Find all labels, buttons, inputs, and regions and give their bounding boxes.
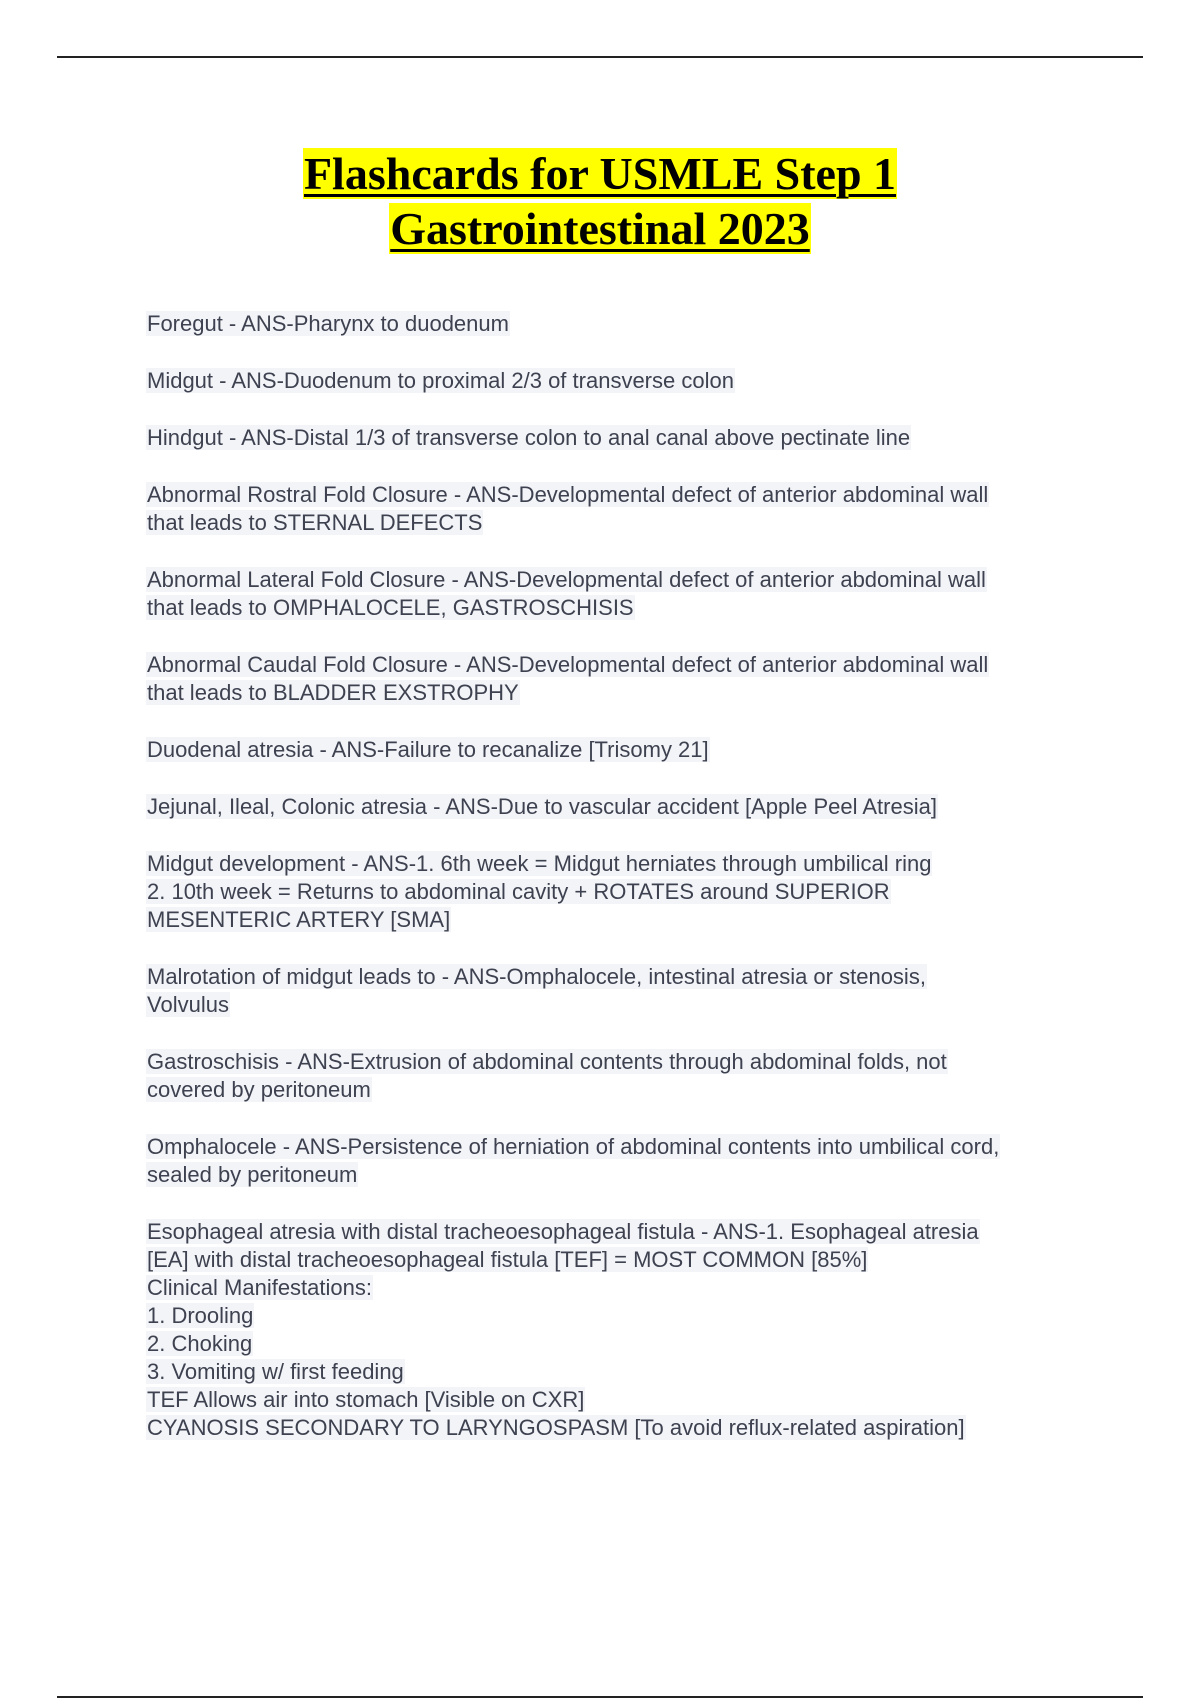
flashcard-entry (146, 424, 1086, 452)
bottom-rule (57, 1696, 1143, 1698)
title-line-1: Flashcards for USMLE Step 1 (303, 148, 897, 199)
flashcard-line: 1. Drooling (147, 1303, 254, 1328)
flashcard-line: sealed by peritoneum (147, 1162, 358, 1187)
flashcard-line: TEF Allows air into stomach [Visible on CXR] (147, 1387, 585, 1412)
title-line-2: Gastrointestinal 2023 (390, 203, 810, 254)
flashcard-line: [EA] with distal tracheoesophageal fistula [TEF] = MOST COMMON [85%] (147, 1247, 868, 1272)
flashcard-line: 2. 10th week = Returns to abdominal cavity + ROTATES around SUPERIOR (147, 879, 890, 904)
flashcard-line: Jejunal, Ileal, Colonic atresia - ANS-Due to vascular accident [Apple Peel Atresia] (147, 794, 937, 819)
flashcard-line: covered by peritoneum (147, 1077, 371, 1102)
flashcard-line: that leads to OMPHALOCELE, GASTROSCHISIS (147, 595, 634, 620)
flashcard-entry (146, 793, 1086, 821)
flashcard-entry (146, 310, 1086, 338)
flashcard-line: 3. Vomiting w/ first feeding (147, 1359, 404, 1384)
flashcard-line: Gastroschisis - ANS-Extrusion of abdominal contents through abdominal folds, not (147, 1049, 947, 1074)
flashcard-line: Hindgut - ANS-Distal 1/3 of transverse colon to anal canal above pectinate line (147, 425, 911, 450)
flashcard-entry (146, 850, 1086, 934)
flashcard-line: Midgut - ANS-Duodenum to proximal 2/3 of transverse colon (147, 368, 734, 393)
flashcard-entry (146, 963, 1086, 1019)
flashcard-line: Abnormal Caudal Fold Closure - ANS-Developmental defect of anterior abdominal wall (147, 652, 989, 677)
flashcard-line: Duodenal atresia - ANS-Failure to recanalize [Trisomy 21] (147, 737, 709, 762)
flashcard-line: Volvulus (147, 992, 229, 1017)
flashcard-line: Abnormal Rostral Fold Closure - ANS-Developmental defect of anterior abdominal wall (147, 482, 989, 507)
flashcard-line: CYANOSIS SECONDARY TO LARYNGOSPASM [To avoid reflux-related aspiration] (147, 1415, 965, 1440)
flashcard-line: Malrotation of midgut leads to - ANS-Omphalocele, intestinal atresia or stenosis, (147, 964, 926, 989)
flashcard-entry (146, 1133, 1086, 1189)
flashcard-list (146, 310, 1086, 1471)
flashcard-entry (146, 367, 1086, 395)
flashcard-line: Esophageal atresia with distal tracheoesophageal fistula - ANS-1. Esophageal atresia (147, 1219, 979, 1244)
flashcard-entry (146, 736, 1086, 764)
top-rule (57, 56, 1143, 58)
flashcard-entry (146, 566, 1086, 622)
flashcard-entry (146, 481, 1086, 537)
flashcard-line: Omphalocele - ANS-Persistence of herniation of abdominal contents into umbilical cord, (147, 1134, 1000, 1159)
flashcard-entry (146, 651, 1086, 707)
flashcard-line: Clinical Manifestations: (147, 1275, 372, 1300)
flashcard-entry (146, 1048, 1086, 1104)
document-title (0, 146, 1200, 256)
flashcard-line: MESENTERIC ARTERY [SMA] (147, 907, 451, 932)
flashcard-line: Foregut - ANS-Pharynx to duodenum (147, 311, 509, 336)
flashcard-line: Abnormal Lateral Fold Closure - ANS-Developmental defect of anterior abdominal wall (147, 567, 986, 592)
flashcard-line: that leads to BLADDER EXSTROPHY (147, 680, 519, 705)
flashcard-line: that leads to STERNAL DEFECTS (147, 510, 483, 535)
flashcard-line: Midgut development - ANS-1. 6th week = Midgut herniates through umbilical ring (147, 851, 932, 876)
flashcard-entry (146, 1218, 1086, 1442)
flashcard-line: 2. Choking (147, 1331, 253, 1356)
